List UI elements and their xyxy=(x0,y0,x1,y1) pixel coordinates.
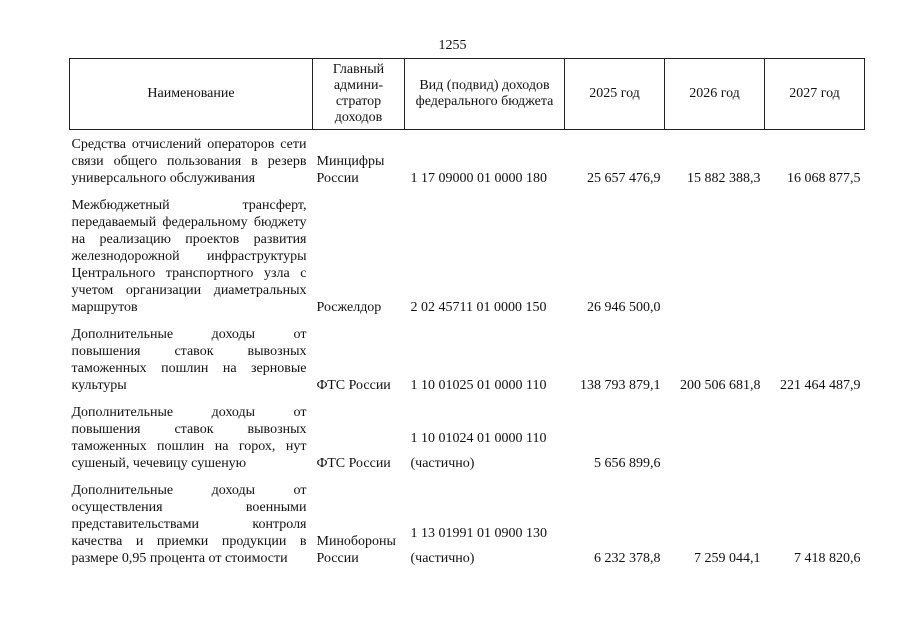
row-value-2027: 221 464 487,9 xyxy=(780,378,861,393)
row-code-spacer xyxy=(411,447,563,455)
row-value-2025: 26 946 500,0 xyxy=(587,300,661,315)
page-number: 1255 xyxy=(438,38,467,53)
row-value-2026 xyxy=(665,398,765,476)
row-code-spacer xyxy=(411,542,563,550)
row-code-note: (частично) xyxy=(410,456,475,471)
row-code-cell xyxy=(405,398,565,476)
row-value-2027: 7 418 820,6 xyxy=(794,551,861,566)
table-row xyxy=(70,130,865,192)
row-value-2025: 138 793 879,1 xyxy=(580,378,661,393)
row-code-cell xyxy=(405,476,565,571)
header-admin: Главный админи-стратор доходов xyxy=(313,59,405,130)
row-code-cell xyxy=(405,191,565,320)
row-name: Средства отчислений операторов сети связи общего пользования в резерв универсального обслуживания xyxy=(71,137,307,186)
row-admin: ФТС России xyxy=(316,456,391,471)
row-code: 1 17 09000 01 0000 180 xyxy=(410,171,547,186)
row-value-2027 xyxy=(765,398,865,476)
row-name: Дополнительные доходы от повышения ставок вывозных таможенных пошлин на зерновые культуры xyxy=(71,327,307,393)
header-2026: 2026 год xyxy=(665,59,765,130)
row-code-note: (частично) xyxy=(410,551,475,566)
header-2025: 2025 год xyxy=(565,59,665,130)
table-row xyxy=(70,191,865,320)
row-admin: ФТС России xyxy=(316,378,391,393)
row-code: 1 13 01991 01 0900 130 xyxy=(410,526,547,541)
row-value-2027 xyxy=(765,191,865,320)
header-code: Вид (подвид) доходов федерального бюджета xyxy=(405,59,565,130)
table-row xyxy=(70,320,865,398)
row-value-2025: 5 656 899,6 xyxy=(594,456,661,471)
row-value-2026 xyxy=(665,191,765,320)
row-admin: Минобороны России xyxy=(316,534,396,566)
revenue-table xyxy=(69,58,865,571)
row-value-2026: 15 882 388,3 xyxy=(687,171,761,186)
row-code: 2 02 45711 01 0000 150 xyxy=(410,300,547,315)
table-header-row xyxy=(70,59,865,130)
row-name: Межбюджетный трансферт, передаваемый федеральному бюджету на реализацию проектов развития железнодорожной инфраструктуры Центрального транспортного узла с учетом организации диаметральных маршрутов xyxy=(71,198,307,315)
row-code-cell xyxy=(405,130,565,192)
row-value-2025: 6 232 378,8 xyxy=(594,551,661,566)
table-row xyxy=(70,398,865,476)
table-row xyxy=(70,476,865,571)
row-code: 1 10 01025 01 0000 110 xyxy=(410,378,547,393)
row-code-cell xyxy=(405,320,565,398)
header-2027: 2027 год xyxy=(765,59,865,130)
row-code: 1 10 01024 01 0000 110 xyxy=(410,431,547,446)
row-name: Дополнительные доходы от повышения ставок вывозных таможенных пошлин на горох, нут сушеный, чечевицу сушеную xyxy=(71,405,307,471)
row-name: Дополнительные доходы от осуществления военными представительствами контроля качества и приемки продукции в размере 0,95 процента от стоимости xyxy=(71,483,307,566)
row-value-2026: 7 259 044,1 xyxy=(694,551,761,566)
row-admin: Минцифры России xyxy=(316,154,385,186)
row-value-2026: 200 506 681,8 xyxy=(680,378,761,393)
row-value-2025: 25 657 476,9 xyxy=(587,171,661,186)
row-value-2027: 16 068 877,5 xyxy=(787,171,861,186)
row-admin: Росжелдор xyxy=(316,300,382,315)
header-name: Наименование xyxy=(70,59,313,130)
